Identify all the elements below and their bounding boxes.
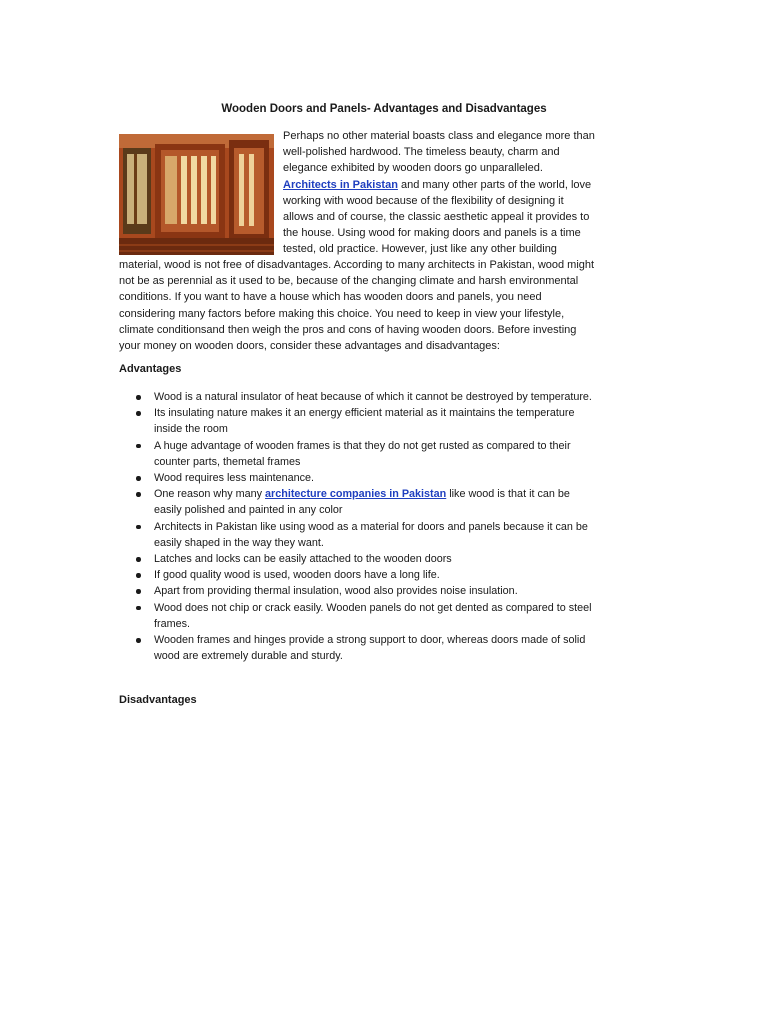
bullet-icon [136,476,141,481]
list-item [154,486,594,518]
document-title: Wooden Doors and Panels- Advantages and Disadvantages [221,103,547,115]
list-item-text: Architects in Pakistan like using wood as a material for doors and panels because it can be easily shaped in the way they want. [154,520,588,549]
bullet-icon [136,606,141,611]
bullet-icon [136,589,141,594]
bullet-icon [136,444,141,449]
list-item-text: Latches and locks can be easily attached to the wooden doors [154,553,452,566]
bullet-icon [136,525,141,530]
intro-paragraph [283,128,595,258]
list-item-text: Wood requires less maintenance. [154,472,315,485]
list-item [154,567,594,583]
list-item-text: Its insulating nature makes it an energy efficient material as it maintains the temperature inside the room [154,407,575,436]
intro-text-part2: and many other parts of the world, love working with wood because of the flexibility of designing it allows and of course, the classic aesthetic appeal it provides to the house. Using wood for making doors and panels is a time tested, old practice. However, just like any other building [283,178,592,256]
list-item-text: Apart from providing thermal insulation, wood also provides noise insulation. [154,585,518,598]
list-item [154,405,594,437]
list-item-text-after: like wood is that it can be easily polished and painted in any color [154,488,570,517]
list-item [154,470,594,486]
bullet-icon [136,557,141,562]
list-item-text: If good quality wood is used, wooden doors have a long life. [154,569,440,582]
list-item-text-before: One reason why many [154,488,266,501]
bullet-icon [136,492,141,497]
list-item [154,600,594,632]
advantages-list [154,389,594,664]
advantages-heading: Advantages [119,363,182,375]
intro-text-part1: Perhaps no other material boasts class and elegance more than well-polished hardwood. The timeless beauty, charm and elegance exhibited by wooden doors go unparalleled. [283,130,595,175]
disadvantages-heading: Disadvantages [119,694,197,706]
list-item [154,583,594,599]
list-item [154,632,594,664]
wooden-doors-image [119,134,274,255]
list-item [154,519,594,551]
architecture-companies-link[interactable]: architecture companies in Pakistan [265,488,447,501]
list-item-text: A huge advantage of wooden frames is that they do not get rusted as compared to their counter parts, themetal frames [154,439,571,468]
wooden-doors-illustration [119,134,274,255]
intro-paragraph-continuation: material, wood is not free of disadvantages. According to many architects in Pakistan, wood might not be as perennial as it used to be, because of the changing climate and harsh environmental conditions. If you want to have a house which has wooden doors and panels, you need considering many factors before making this choice. You need to keep in view your lifestyle, climate conditionsand then weigh the pros and cons of having wooden doors. Before investing your money on wooden doors, consider these advantages and disadvantages: [119,259,595,353]
architects-in-pakistan-link[interactable]: Architects in Pakistan [283,178,398,191]
bullet-icon [136,638,141,643]
list-item-text: Wooden frames and hinges provide a strong support to door, whereas doors made of solid wood are extremely durable and sturdy. [154,634,586,663]
list-item-text: Wood is a natural insulator of heat because of which it cannot be destroyed by temperature. [154,391,592,403]
list-item [154,551,594,567]
list-item [154,389,594,405]
bullet-icon [136,395,141,400]
bullet-icon [136,411,141,416]
list-item [154,438,594,470]
list-item-text: Wood does not chip or crack easily. Wooden panels do not get dented as compared to steel frames. [154,601,592,630]
bullet-icon [136,573,141,578]
